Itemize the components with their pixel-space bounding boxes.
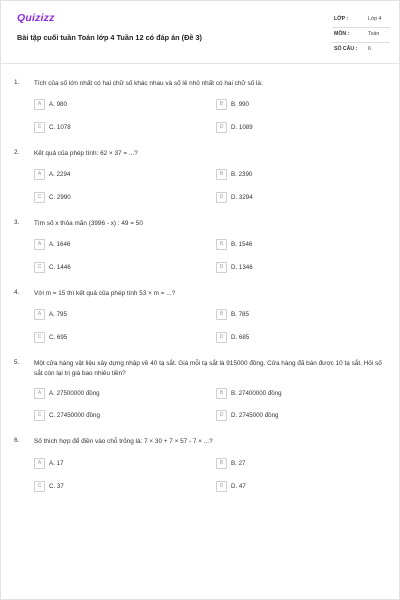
option-checkbox[interactable]: C bbox=[34, 332, 45, 343]
option-checkbox[interactable]: B bbox=[216, 169, 227, 180]
option-text: A. 17 bbox=[49, 459, 64, 467]
question-number: 6. bbox=[14, 437, 20, 444]
option-checkbox[interactable]: B bbox=[216, 309, 227, 320]
option-text: B. 27400000 đồng bbox=[231, 389, 282, 397]
question-text: Với m = 15 thì kết quả của phép tính 53 × m = ...? bbox=[34, 290, 176, 297]
option-checkbox[interactable]: D bbox=[216, 192, 227, 203]
option-text: B. 1546 bbox=[231, 240, 253, 248]
question-number: 5. bbox=[14, 359, 20, 366]
option-checkbox[interactable]: D bbox=[216, 410, 227, 421]
meta-key: SỐ CÂU : bbox=[334, 46, 358, 52]
question-number: 1. bbox=[14, 79, 20, 86]
question-number: 4. bbox=[14, 289, 20, 296]
option-checkbox[interactable]: A bbox=[34, 458, 45, 469]
option-text: A. 795 bbox=[49, 310, 67, 318]
option-checkbox[interactable]: B bbox=[216, 458, 227, 469]
option-text: D. 3294 bbox=[231, 193, 253, 201]
option-checkbox[interactable]: D bbox=[216, 262, 227, 273]
option-text: D. 685 bbox=[231, 333, 250, 341]
option-text: B. 27 bbox=[231, 459, 246, 467]
meta-row-subject bbox=[332, 28, 390, 43]
option-checkbox[interactable]: B bbox=[216, 239, 227, 250]
meta-row-class bbox=[332, 13, 390, 28]
question-number: 3. bbox=[14, 219, 20, 226]
meta-value: Lớp 4 bbox=[368, 16, 382, 22]
question-text: Một cửa hàng vật liệu xây dựng nhập về 40 tạ sắt. Giá mỗi tạ sắt là 915000 đồng. Cửa hàng đã bán được 10 tạ sắt. Hỏi số sắt còn lại trị giá bao nhiêu tiền? bbox=[34, 360, 382, 377]
worksheet-title: Bài tập cuối tuần Toán lớp 4 Tuần 12 có đáp án (Đề 3) bbox=[17, 33, 202, 42]
option-text: D. 47 bbox=[231, 482, 246, 490]
option-checkbox[interactable]: D bbox=[216, 332, 227, 343]
option-text: C. 1446 bbox=[49, 263, 71, 271]
option-checkbox[interactable]: A bbox=[34, 99, 45, 110]
option-text: B. 990 bbox=[231, 100, 249, 108]
option-checkbox[interactable]: A bbox=[34, 169, 45, 180]
quizizz-logo: Quizizz bbox=[17, 12, 55, 24]
option-text: D. 1089 bbox=[231, 123, 253, 131]
option-checkbox[interactable]: A bbox=[34, 239, 45, 250]
option-checkbox[interactable]: C bbox=[34, 481, 45, 492]
option-text: D. 1346 bbox=[231, 263, 253, 271]
meta-value: Toán bbox=[368, 31, 380, 37]
option-text: B. 785 bbox=[231, 310, 249, 318]
question-text: Số thích hợp để điền vào chỗ trống là: 7 × 30 + 7 × 57 - 7 × ...? bbox=[34, 438, 213, 445]
option-text: C. 37 bbox=[49, 482, 64, 490]
option-checkbox[interactable]: D bbox=[216, 122, 227, 133]
option-text: C. 695 bbox=[49, 333, 68, 341]
option-checkbox[interactable]: C bbox=[34, 262, 45, 273]
question-text: Tìm số x thỏa mãn (3996 - x) : 49 = 50 bbox=[34, 220, 143, 227]
option-text: D. 2745000 đồng bbox=[231, 411, 279, 419]
option-text: B. 2390 bbox=[231, 170, 253, 178]
option-text: C. 2990 bbox=[49, 193, 71, 201]
option-text: A. 27500000 đồng bbox=[49, 389, 100, 397]
question-text: Kết quả của phép tính: 62 × 37 = ...? bbox=[34, 150, 138, 157]
option-checkbox[interactable]: B bbox=[216, 388, 227, 399]
worksheet-header bbox=[0, 0, 400, 64]
meta-key: LỚP : bbox=[334, 16, 349, 22]
option-checkbox[interactable]: C bbox=[34, 410, 45, 421]
option-checkbox[interactable]: B bbox=[216, 99, 227, 110]
option-text: A. 980 bbox=[49, 100, 67, 108]
option-checkbox[interactable]: C bbox=[34, 192, 45, 203]
option-checkbox[interactable]: C bbox=[34, 122, 45, 133]
option-text: A. 2294 bbox=[49, 170, 71, 178]
option-checkbox[interactable]: A bbox=[34, 309, 45, 320]
question-text: Tích của số lớn nhất có hai chữ số khác nhau và số lẻ nhỏ nhất có hai chữ số là: bbox=[34, 80, 263, 87]
meta-value: 6 bbox=[368, 46, 371, 52]
option-text: C. 27450000 đồng bbox=[49, 411, 100, 419]
option-checkbox[interactable]: A bbox=[34, 388, 45, 399]
meta-row-count bbox=[332, 43, 390, 58]
meta-key: MÔN : bbox=[334, 31, 350, 37]
option-text: A. 1646 bbox=[49, 240, 71, 248]
worksheet-meta bbox=[332, 13, 390, 58]
option-checkbox[interactable]: D bbox=[216, 481, 227, 492]
question-number: 2. bbox=[14, 149, 20, 156]
option-text: C. 1078 bbox=[49, 123, 71, 131]
